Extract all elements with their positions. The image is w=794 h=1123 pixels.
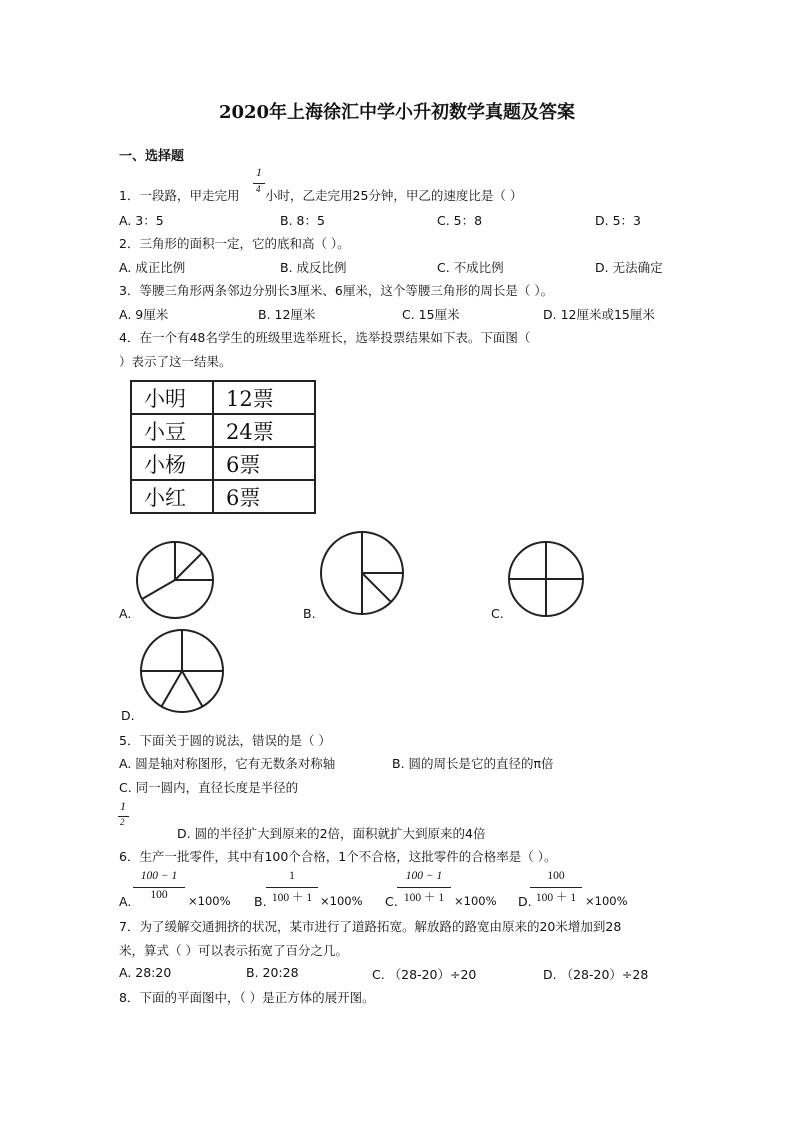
q5-option-d[interactable]: D. 圆的半径扩大到原来的2倍，面积就扩大到原来的4倍: [177, 826, 486, 841]
pie-c-label: C.: [491, 606, 504, 621]
pie-chart-option-c[interactable]: [507, 540, 585, 618]
q6-option-label: D.: [518, 894, 532, 909]
q7-text-line2: 米，算式（ ）可以表示拓宽了百分之几。: [119, 943, 348, 958]
page-title: 2020年上海徐汇中学小升初数学真题及答案: [218, 102, 576, 123]
q7-text-line1: 7．为了缓解交通拥挤的状况，某市进行了道路拓宽。解放路的路宽由原来的20米增加到28: [119, 919, 622, 934]
q3-option-a[interactable]: A. 9厘米: [119, 307, 169, 322]
q6-fraction-numerator: 100: [547, 870, 565, 882]
q6-fraction-denominator: 100 ＋ 1: [271, 892, 313, 904]
q6-fraction-numerator: 100 − 1: [405, 870, 443, 882]
q7-option-d[interactable]: D. （28-20）÷28: [543, 967, 649, 982]
q6-option-suffix: ×100%: [454, 894, 497, 908]
vote-table: [130, 380, 316, 514]
q5-text: 5．下面关于圆的说法，错误的是（ ）: [119, 733, 331, 748]
q6-fraction-bar: [266, 887, 318, 888]
vote-count-cell: 12票: [213, 381, 315, 414]
q5-option-b[interactable]: B. 圆的周长是它的直径的π倍: [392, 756, 554, 771]
q5-option-a[interactable]: A. 圆是轴对称图形，它有无数条对称轴: [119, 756, 336, 771]
q7-option-b[interactable]: B. 20:28: [246, 965, 299, 980]
q6-option-suffix: ×100%: [320, 894, 363, 908]
vote-count-cell: 24票: [213, 414, 315, 447]
vote-count-cell: 6票: [213, 447, 315, 480]
q6-fraction-bar: [397, 887, 451, 888]
q3-option-d[interactable]: D. 12厘米或15厘米: [543, 307, 655, 322]
q6-fraction-denominator: 100: [150, 889, 168, 901]
vote-name-cell: 小明: [131, 381, 213, 414]
section-heading: 一、选择题: [119, 149, 185, 164]
q6-fraction-bar: [133, 887, 185, 888]
q6-option-label: C.: [385, 894, 398, 909]
q5-fraction-numerator: 1: [120, 799, 126, 813]
q1-fraction-numerator: 1: [256, 165, 262, 179]
q4-text-line2: ）表示了这一结果。: [119, 354, 232, 369]
q6-fraction-numerator: 1: [289, 870, 295, 882]
q5-fraction-denominator: 2: [120, 817, 125, 827]
q2-text: 2．三角形的面积一定，它的底和高（ ）。: [119, 236, 350, 251]
q1-option-a[interactable]: A. 3：5: [119, 213, 164, 228]
q3-option-c[interactable]: C. 15厘米: [402, 307, 460, 322]
vote-name-cell: 小杨: [131, 447, 213, 480]
q6-text: 6．生产一批零件，其中有100个合格，1个不合格，这批零件的合格率是（ ）。: [119, 849, 557, 864]
pie-d-label: D.: [121, 708, 135, 723]
q5-option-c[interactable]: C. 同一圆内，直径长度是半径的: [119, 780, 299, 795]
q7-option-c[interactable]: C. （28-20）÷20: [372, 967, 477, 982]
vote-count-cell: 6票: [213, 480, 315, 513]
pie-a-label: A.: [119, 606, 132, 621]
pie-chart-option-a[interactable]: [135, 540, 215, 620]
pie-chart-option-b[interactable]: [319, 530, 405, 616]
q1-text-pre: 1．一段路，甲走完用: [119, 188, 240, 203]
q7-option-a[interactable]: A. 28:20: [119, 965, 172, 980]
q3-text: 3．等腰三角形两条邻边分别长3厘米、6厘米，这个等腰三角形的周长是（ ）。: [119, 283, 554, 298]
q1-option-b[interactable]: B. 8：5: [280, 213, 325, 228]
q3-option-b[interactable]: B. 12厘米: [258, 307, 316, 322]
vote-name-cell: 小豆: [131, 414, 213, 447]
pie-chart-option-d[interactable]: [139, 628, 225, 714]
q6-fraction-denominator: 100 ＋ 1: [535, 892, 577, 904]
q4-text-line1: 4．在一个有48名学生的班级里选举班长，选举投票结果如下表。下面图（: [119, 330, 531, 345]
q1-option-d[interactable]: D. 5：3: [595, 213, 641, 228]
table-row: [131, 447, 315, 480]
q1-fraction-denominator: 4: [256, 184, 261, 194]
q2-option-c[interactable]: C. 不成比例: [437, 260, 504, 275]
q6-option-label: B.: [254, 894, 267, 909]
q8-text: 8．下面的平面图中，（ ）是正方体的展开图。: [119, 990, 375, 1005]
q2-option-d[interactable]: D. 无法确定: [595, 260, 663, 275]
q6-option-suffix: ×100%: [188, 894, 231, 908]
q6-fraction-numerator: 100 − 1: [140, 870, 178, 882]
table-row: [131, 381, 315, 414]
q1-option-c[interactable]: C. 5：8: [437, 213, 483, 228]
vote-name-cell: 小红: [131, 480, 213, 513]
q1-text-post: 小时，乙走完用25分钟，甲乙的速度比是（ ）: [265, 188, 523, 203]
table-row: [131, 414, 315, 447]
q6-option-label: A.: [119, 894, 132, 909]
table-row: [131, 480, 315, 513]
q6-fraction-denominator: 100 ＋ 1: [403, 892, 445, 904]
q2-option-b[interactable]: B. 成反比例: [280, 260, 347, 275]
q6-fraction-bar: [530, 887, 582, 888]
q6-option-suffix: ×100%: [585, 894, 628, 908]
pie-b-label: B.: [303, 606, 316, 621]
q2-option-a[interactable]: A. 成正比例: [119, 260, 186, 275]
